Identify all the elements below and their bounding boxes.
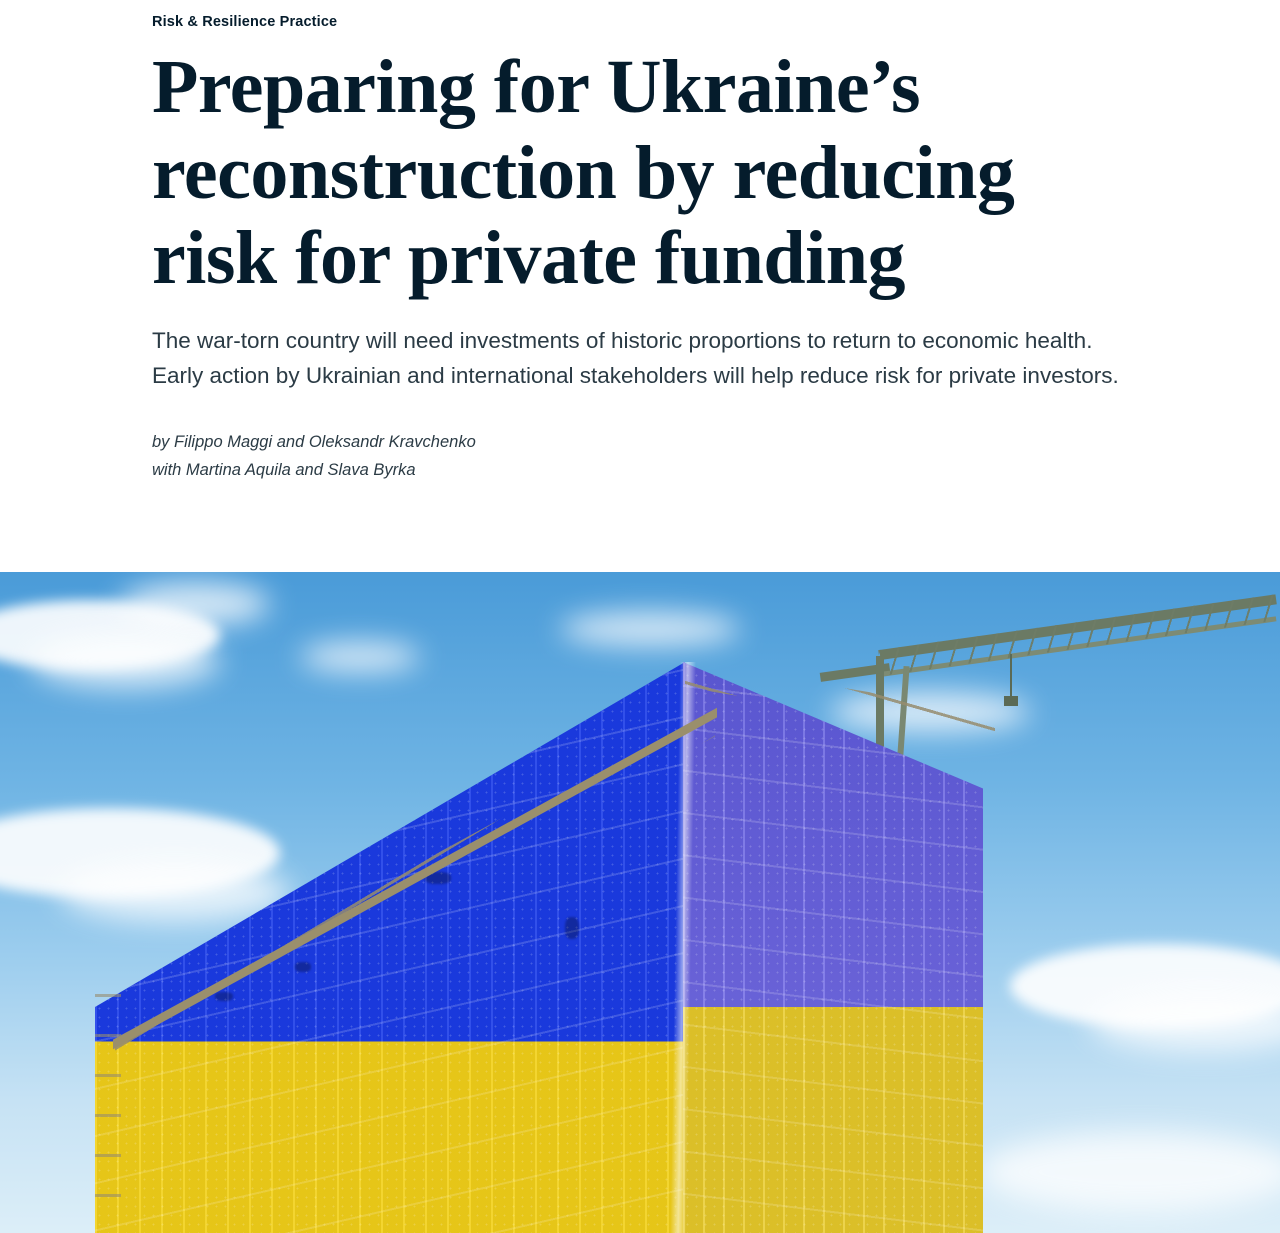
cloud-shape [1090,992,1280,1052]
hero-image [0,572,1280,1233]
cloud-shape [120,582,270,626]
building-face-left [95,662,685,1233]
mesh-bands [683,662,983,1233]
cloud-shape [560,612,740,646]
article-header [0,0,1280,572]
mesh-bands [95,662,685,1233]
article-dek: The war-torn country will need investments of historic proportions to return to economic health. Early action by Ukrainian and international stakeholders will help reduce risk for private investors. [152,327,1119,389]
wrapped-building [95,662,1095,1233]
byline-contributors: with Martina Aquila and Slava Byrka [152,460,416,479]
practice-eyebrow: Risk & Resilience Practice [152,14,338,30]
building-face-right [683,662,983,1233]
page-title: Preparing for Ukraine’s reconstruction by reducing risk for private funding [152,45,1015,300]
byline-authors: by Filippo Maggi and Oleksandr Kravchenko [152,432,476,451]
scaffolding-left-post [95,992,121,1233]
byline [152,428,1130,484]
mesh-blemish [565,917,579,939]
